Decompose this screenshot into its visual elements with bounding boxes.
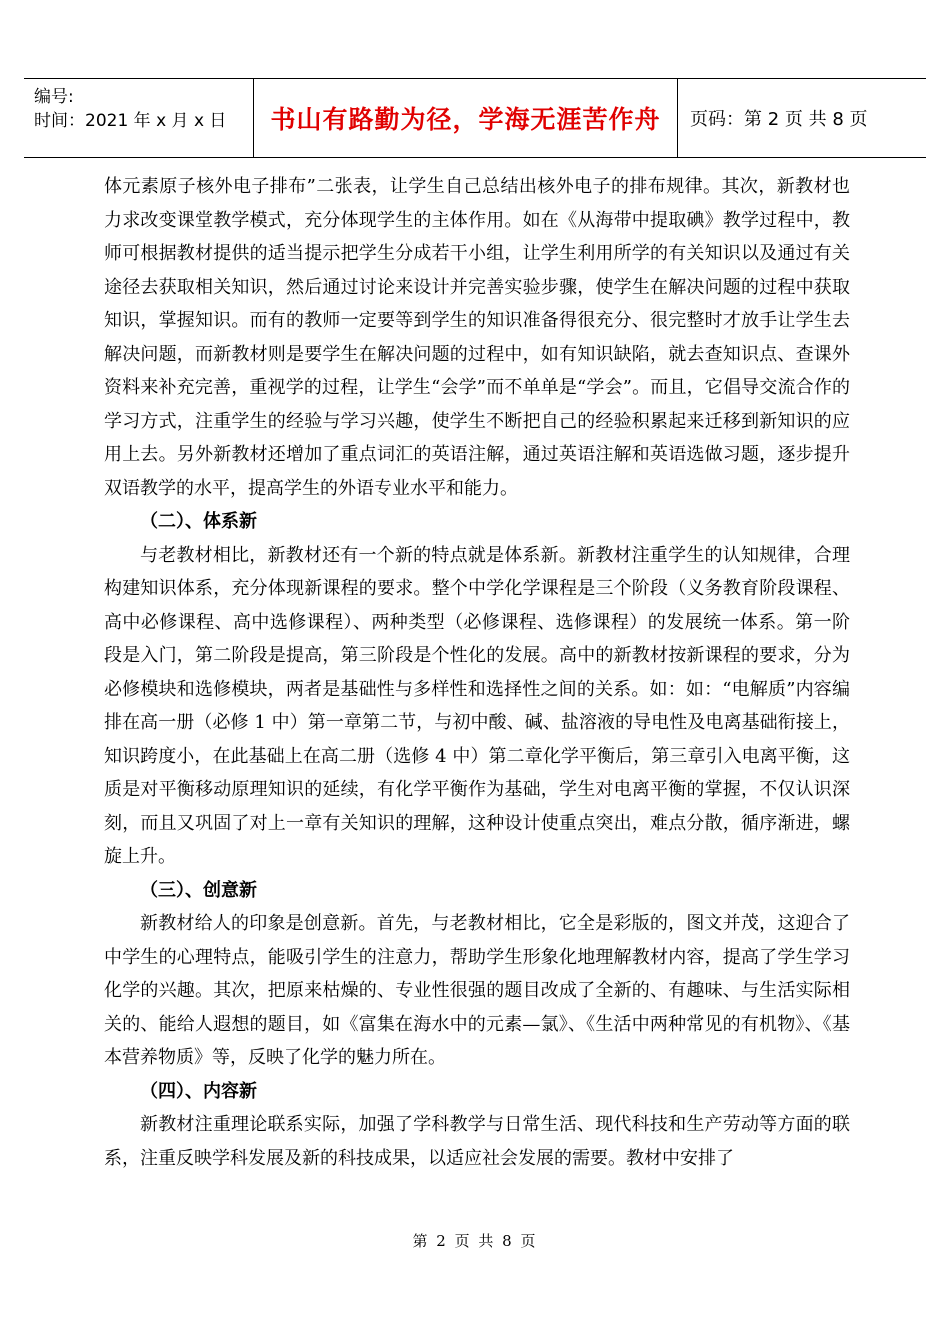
document-body — [104, 170, 850, 1175]
paragraph: 新教材注重理论联系实际，加强了学科教学与日常生活、现代科技和生产劳动等方面的联系，注重反映学科发展及新的科技成果，以适应社会发展的需要。教材中安排了 — [104, 1114, 850, 1169]
section-heading: （二）、体系新 — [140, 511, 257, 532]
paragraph: 体元素原子核外电子排布”二张表，让学生自己总结出核外电子的排布规律。其次，新教材也力求改变课堂教学模式，充分体现学生的主体作用。如在《从海带中提取碘》教学过程中，教师可根据教材提供的适当提示把学生分成若干小组，让学生利用所学的有关知识以及通过有关途径去获取相关知识，然后通过讨论来设计并完善实验步骤，使学生在解决问题的过程中获取知识，掌握知识。而有的教师一定要等到学生的知识准备得很充分、很完整时才放手让学生去解决问题，而新教材则是要学生在解决问题的过程中，如有知识缺陷，就去查知识点、查课外资料来补充完善，重视学的过程，让学生“会学”而不单单是“学会”。而且，它倡导交流合作的学习方式，注重学生的经验与学习兴趣，使学生不断把自己的经验积累起来迁移到新知识的应用上去。另外新教材还增加了重点词汇的英语注解，通过英语注解和英语选做习题，逐步提升双语教学的水平，提高学生的外语专业水平和能力。 — [104, 176, 850, 499]
header-meta — [24, 79, 254, 157]
header-motto: 书山有路勤为径，学海无涯苦作舟 — [254, 79, 678, 157]
document-time-label: 时间：2021 年 x 月 x 日 — [34, 111, 227, 131]
header-page-label: 页码：第 2 页 共 8 页 — [690, 109, 868, 130]
section-heading: （三）、创意新 — [140, 879, 257, 901]
paragraph: 新教材给人的印象是创意新。首先，与老教材相比，它全是彩版的，图文并茂，这迎合了中学生的心理特点，能吸引学生的注意力，帮助学生形象化地理解教材内容，提高了学生学习化学的兴趣。其次，把原来枯燥的、专业性很强的题目改成了全新的、有趣味、与生活实际相关的、能给人遐想的题目，如《富集在海水中的元素—氯》、《生活中两种常见的有机物》、《基本营养物质》等，反映了化学的魅力所在。 — [104, 913, 850, 1068]
document-header — [24, 78, 926, 158]
section-heading: （四）、内容新 — [140, 1080, 257, 1102]
page-footer: 第 2 页 共 8 页 — [412, 1232, 538, 1250]
document-number-label: 编号: — [34, 87, 74, 107]
paragraph: 与老教材相比，新教材还有一个新的特点就是体系新。新教材注重学生的认知规律，合理构建知识体系，充分体现新课程的要求。整个中学化学课程是三个阶段（义务教育阶段课程、高中必修课程、高中选修课程）、两种类型（必修课程、选修课程）的发展统一体系。第一阶段是入门，第二阶段是提高，第三阶段是个性化的发展。高中的新教材按新课程的要求，分为必修模块和选修模块，两者是基础性与多样性和选择性之间的关系。如：如：“电解质”内容编排在高一册（必修 1 中）第一章第二节，与初中酸、碱、盐溶液的导电性及电离基础衔接上，知识跨度小，在此基础上在高二册（选修 4 中）第二章化学平衡后，第三章引入电离平衡，这质是对平衡移动原理知识的延续，有化学平衡作为基础，学生对电离平衡的掌握，不仅认识深刻，而且又巩固了对上一章有关知识的理解，这种设计使重点突出，难点分散，循序渐进，螺旋上升。 — [104, 544, 850, 867]
